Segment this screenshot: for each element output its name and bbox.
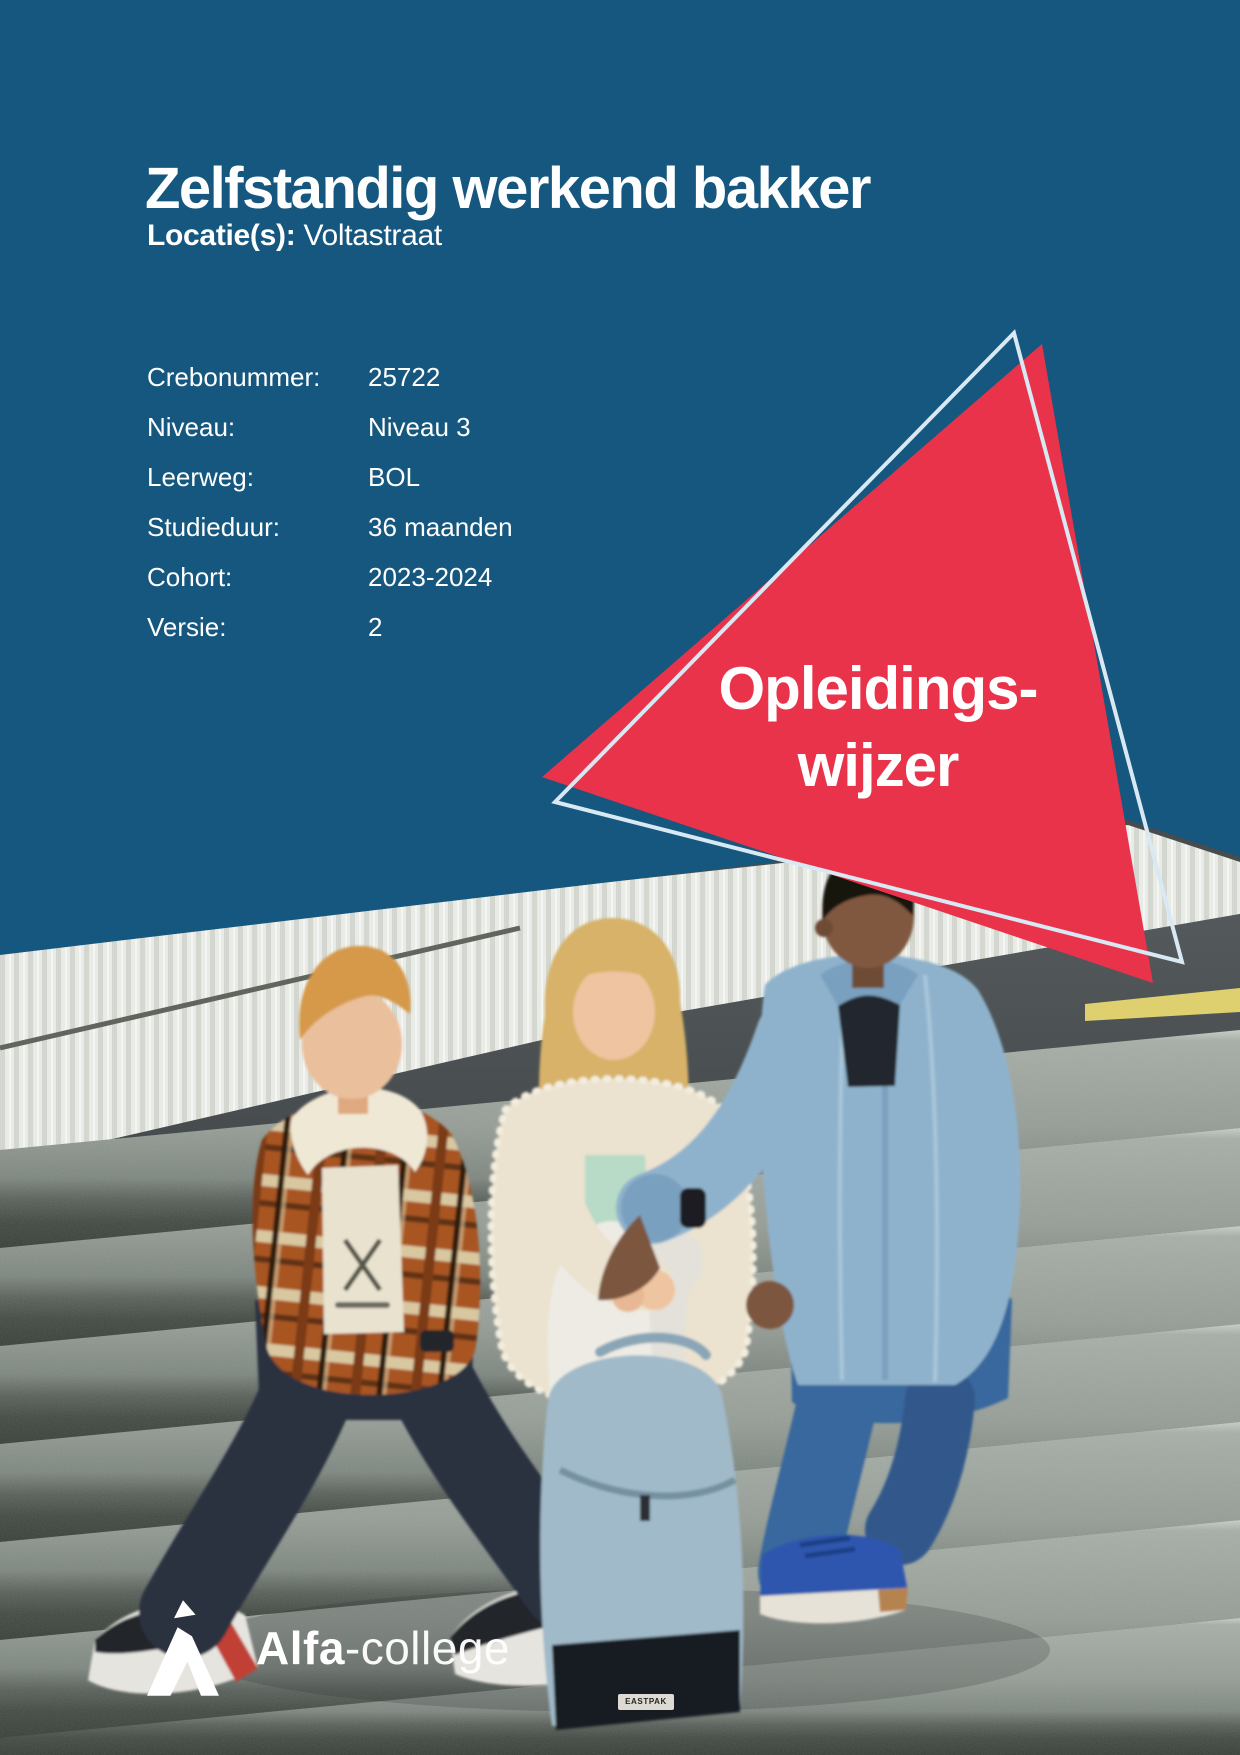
detail-value: Niveau 3 xyxy=(368,412,471,442)
detail-label: Cohort: xyxy=(147,562,233,592)
logo-text-light: -college xyxy=(344,1622,510,1674)
detail-value: 25722 xyxy=(368,362,441,392)
detail-value: BOL xyxy=(368,462,421,492)
detail-row-versie xyxy=(147,612,513,662)
detail-row-crebonummer xyxy=(147,362,513,412)
opleidingswijzer-badge xyxy=(628,650,1128,804)
logo-text-bold: Alfa xyxy=(256,1622,345,1674)
alfa-college-logo-mark xyxy=(138,1600,228,1696)
detail-row-leerweg xyxy=(147,462,513,512)
detail-row-niveau xyxy=(147,412,513,462)
detail-row-studieduur xyxy=(147,512,513,562)
program-details xyxy=(147,362,513,662)
detail-value: 2 xyxy=(368,612,383,642)
alfa-college-logo-text xyxy=(256,1621,510,1675)
location-line xyxy=(147,219,442,253)
detail-row-cohort xyxy=(147,562,513,612)
location-label: Locatie(s): xyxy=(147,219,296,252)
alfa-college-logo xyxy=(138,1600,510,1696)
detail-label: Studieduur: xyxy=(147,512,280,542)
backpack-brand-label: EASTPAK xyxy=(618,1694,674,1710)
badge-line1: Opleidings- xyxy=(718,655,1038,722)
detail-value: 2023-2024 xyxy=(368,562,493,592)
detail-label: Crebonummer: xyxy=(147,362,321,392)
detail-label: Versie: xyxy=(147,612,227,642)
detail-label: Niveau: xyxy=(147,412,236,442)
badge-line2: wijzer xyxy=(797,732,959,799)
page-title: Zelfstandig werkend bakker xyxy=(145,155,870,221)
detail-value: 36 maanden xyxy=(368,512,513,542)
detail-label: Leerweg: xyxy=(147,462,254,492)
location-value: Voltastraat xyxy=(303,219,442,252)
